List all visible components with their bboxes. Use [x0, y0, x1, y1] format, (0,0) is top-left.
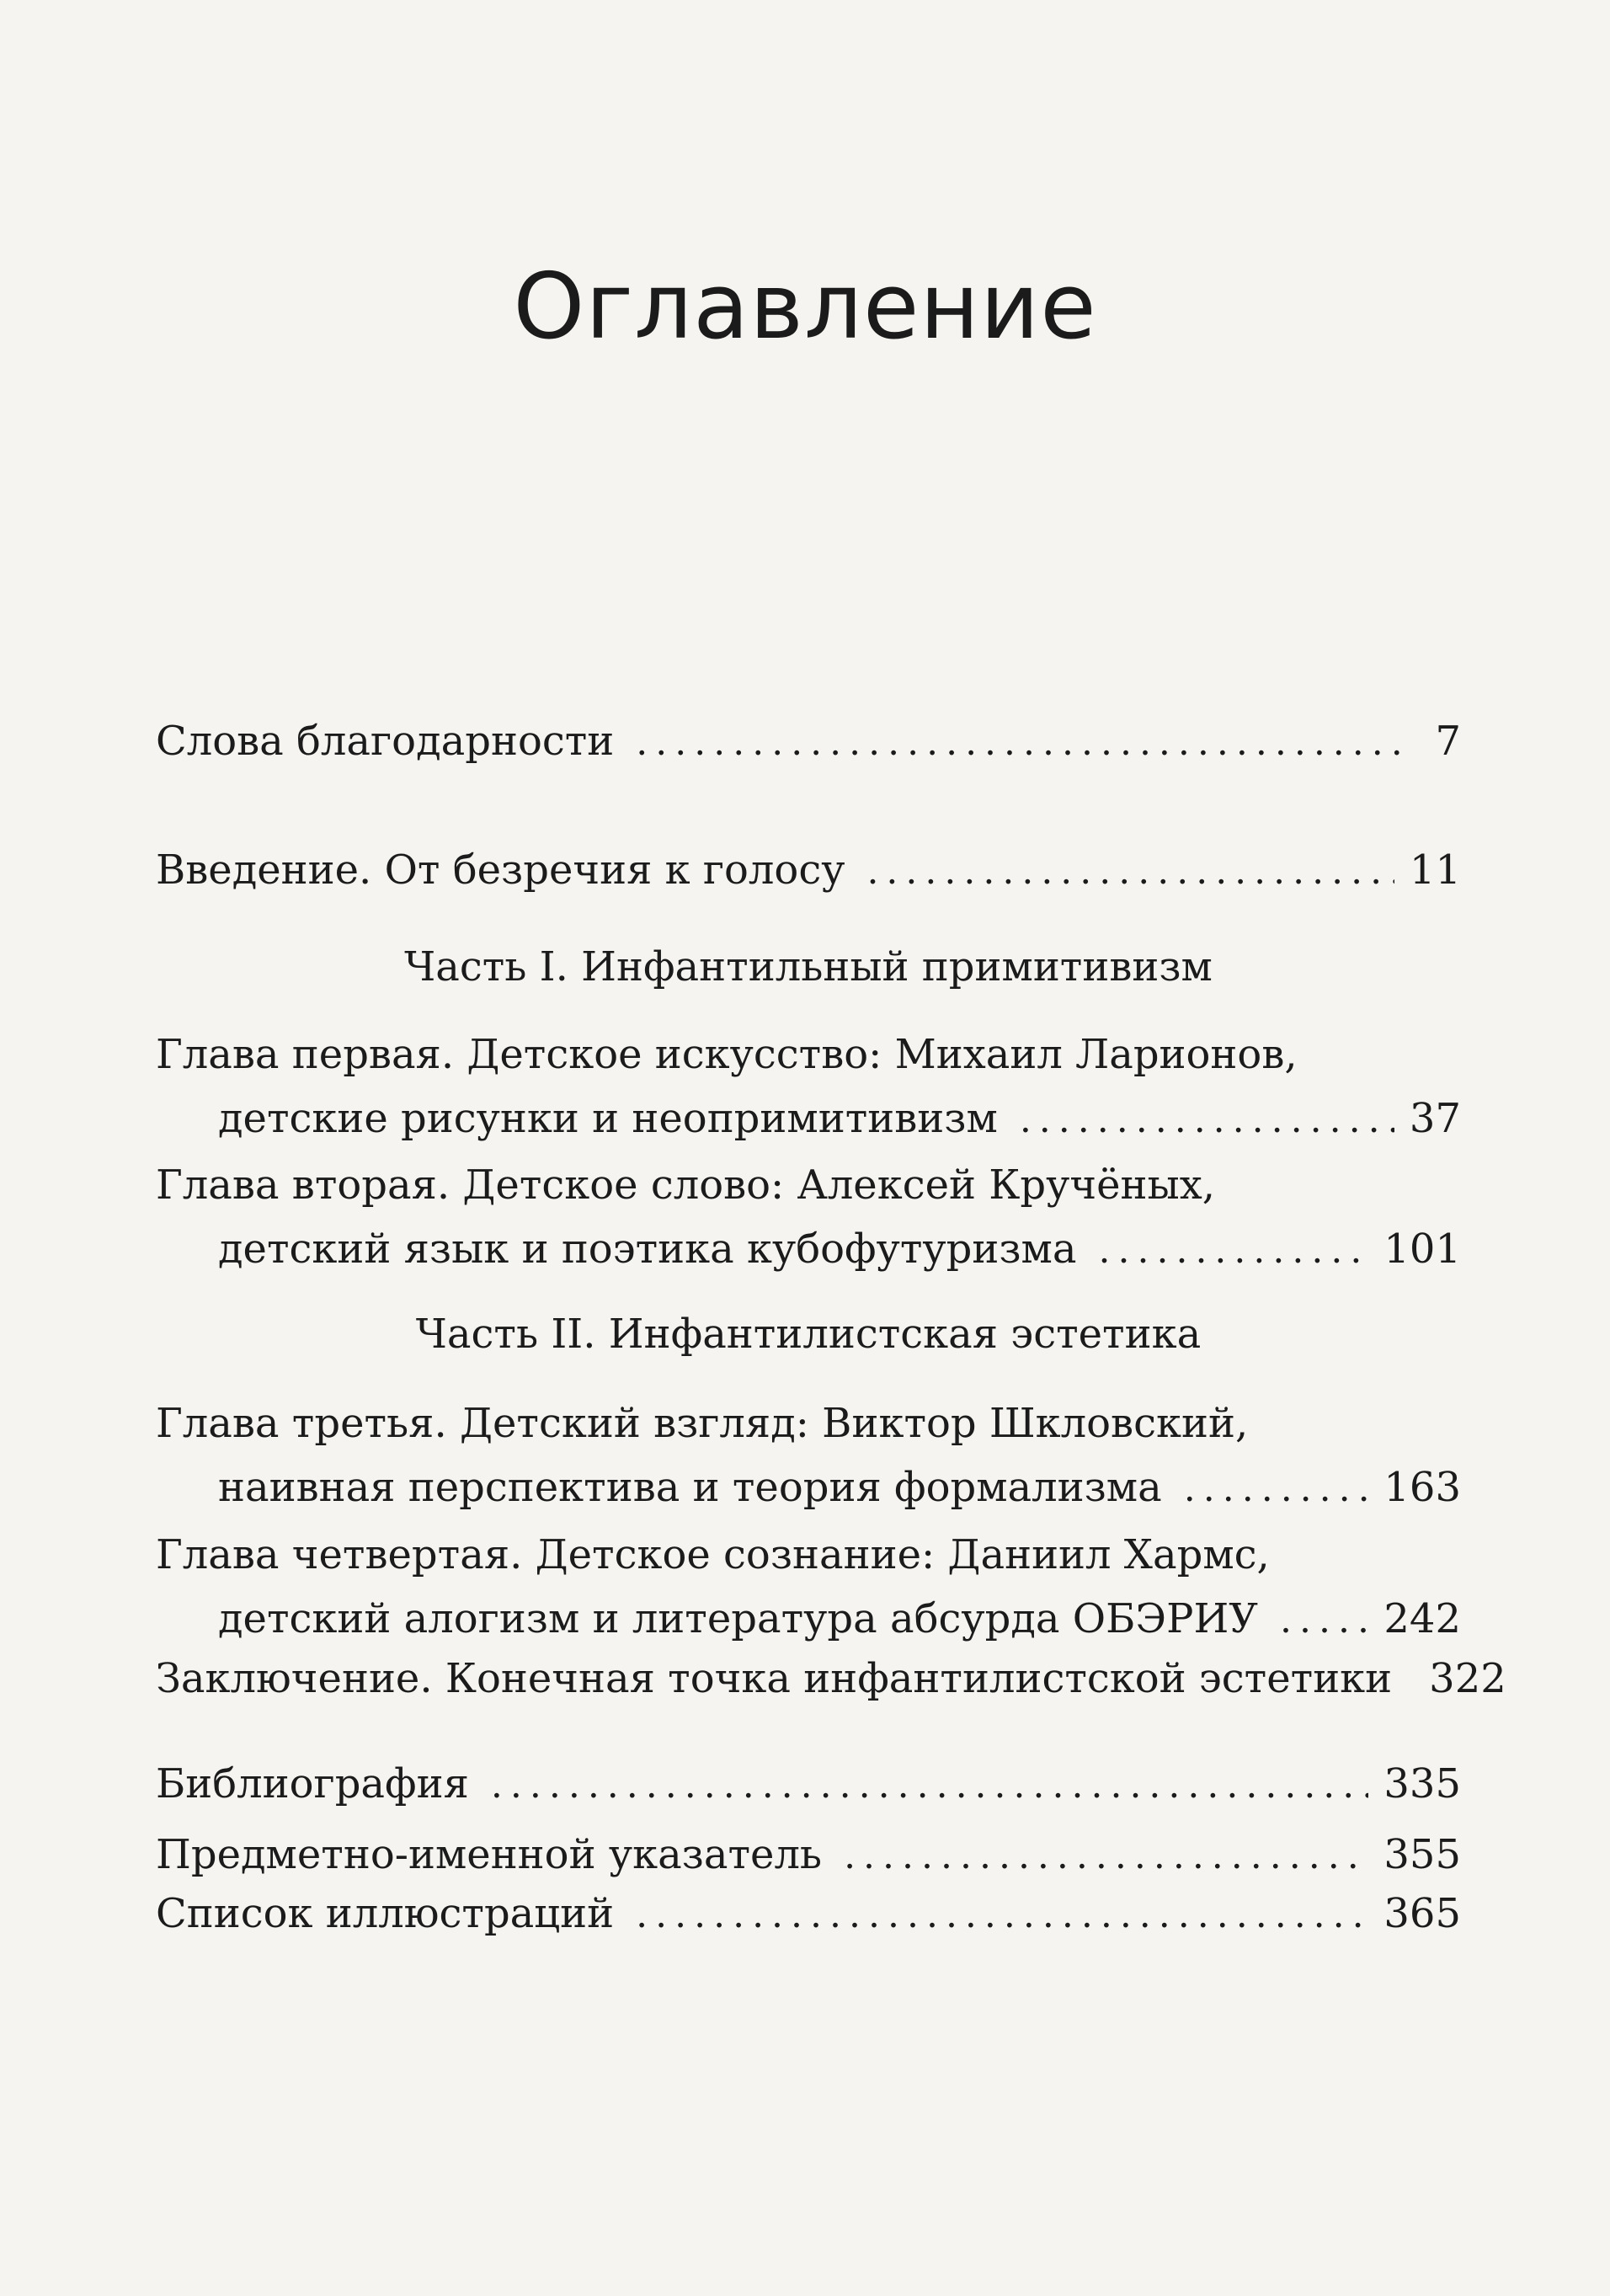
dot-leader	[636, 711, 1412, 775]
dot-leader	[1184, 1457, 1369, 1521]
dot-leader	[866, 840, 1394, 904]
toc-entry-subtitle: детский язык и поэтика кубофутуризма	[218, 1225, 1077, 1273]
toc-entry-chapter-3[interactable]	[156, 1391, 1461, 1519]
toc-entry-title: Глава третья. Детский взгляд: Виктор Шкловский,	[156, 1400, 1249, 1447]
toc-page-number: 37	[1409, 1095, 1461, 1142]
toc-entry-chapter-2[interactable]	[156, 1153, 1461, 1281]
toc-entry-subtitle: детский алогизм и литература абсурда ОБЭРИУ	[218, 1595, 1258, 1642]
toc-entry-title: Глава первая. Детское искусство: Михаил Ларионов,	[156, 1031, 1298, 1078]
toc-entry-title: Библиография	[156, 1760, 469, 1807]
toc-entry-title: Список иллюстраций	[156, 1890, 615, 1937]
toc-entry-subtitle: детские рисунки и неопримитивизм	[218, 1095, 998, 1142]
dot-leader	[491, 1754, 1368, 1818]
page-title: Оглавление	[513, 254, 1097, 360]
toc-entry-bibliography[interactable]	[156, 1752, 1461, 1816]
toc-entry-subtitle: наивная перспектива и теория формализма	[218, 1464, 1162, 1511]
toc-entry-chapter-1[interactable]	[156, 1023, 1461, 1151]
toc-entry-conclusion[interactable]	[156, 1647, 1506, 1711]
dot-leader	[636, 1883, 1368, 1947]
toc-entry-title: Глава четвертая. Детское сознание: Даниил Хармс,	[156, 1531, 1270, 1578]
dot-leader	[1099, 1219, 1369, 1283]
dot-leader	[1280, 1589, 1368, 1653]
toc-entry-title: Слова благодарности	[156, 718, 615, 765]
toc-entry-title: Заключение. Конечная точка инфантилистской эстетики	[156, 1655, 1393, 1702]
toc-page-number: 163	[1383, 1464, 1461, 1511]
toc-entry-introduction[interactable]	[156, 838, 1461, 902]
toc-page-number: 101	[1383, 1225, 1461, 1273]
toc-entry-index[interactable]	[156, 1823, 1461, 1887]
toc-entry-illustrations[interactable]	[156, 1882, 1461, 1946]
toc-entry-title: Предметно-именной указатель	[156, 1831, 823, 1878]
toc-page-number: 365	[1383, 1890, 1461, 1937]
toc-page-number: 355	[1383, 1831, 1461, 1878]
part-heading-2[interactable]: Часть II. Инфантилистская эстетика	[415, 1311, 1202, 1358]
toc-page-number: 242	[1383, 1595, 1461, 1642]
toc-page-number: 11	[1409, 846, 1461, 894]
dot-leader	[1020, 1088, 1394, 1152]
toc-page-number: 322	[1429, 1655, 1506, 1702]
toc-entry-acknowledgements[interactable]	[156, 709, 1461, 773]
toc-page-number: 7	[1435, 718, 1461, 765]
toc-entry-title: Глава вторая. Детское слово: Алексей Кручёных,	[156, 1161, 1216, 1209]
toc-entry-chapter-4[interactable]	[156, 1523, 1461, 1651]
part-heading-1[interactable]: Часть I. Инфантильный примитивизм	[404, 943, 1213, 990]
dot-leader	[844, 1824, 1368, 1888]
toc-page-number: 335	[1383, 1760, 1461, 1807]
toc-entry-title: Введение. От безречия к голосу	[156, 846, 845, 894]
